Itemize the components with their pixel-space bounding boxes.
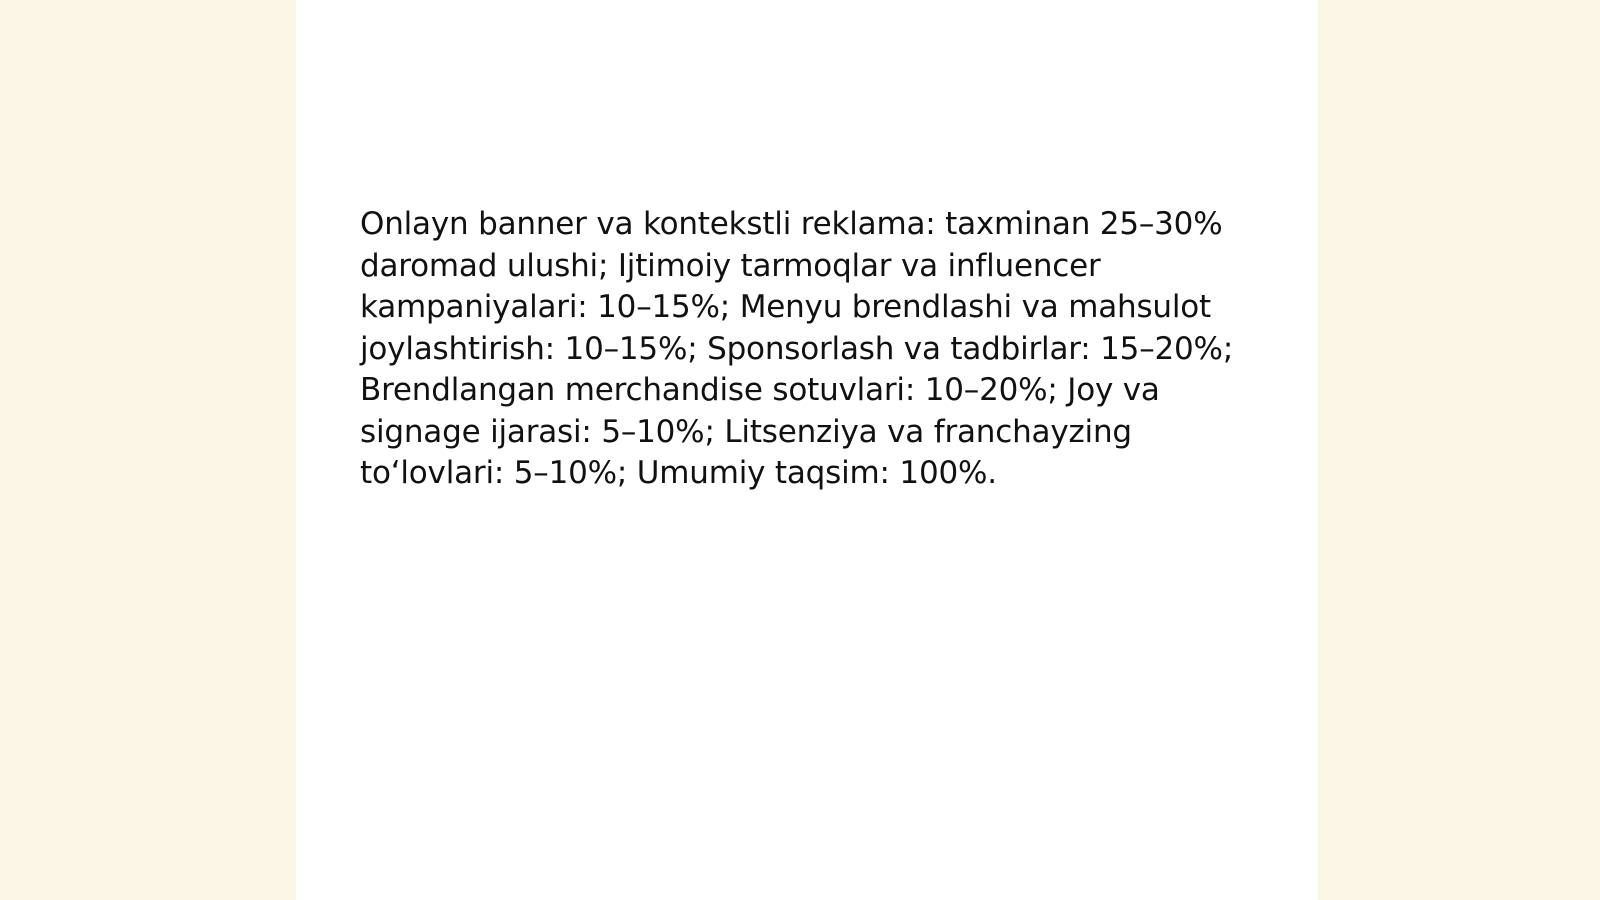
body-paragraph: Onlayn banner va kontekstli reklama: taxminan 25–30% daromad ulushi; Ijtimoiy tarmoqlar va influencer kampaniyalari: 10–15%; Menyu brendlashi va mahsulot joylashtirish: 10–15%; Sponsorlash va tadbirlar: 15–20%; Brendlangan merchandise sotuvlari: 10–20%; Joy va signage ijarasi: 5–10%; Litsenziya va franchayzing toʻlovlari: 5–10%; Umumiy taqsim: 100%. [360, 206, 1234, 491]
document-page [296, 0, 1318, 900]
